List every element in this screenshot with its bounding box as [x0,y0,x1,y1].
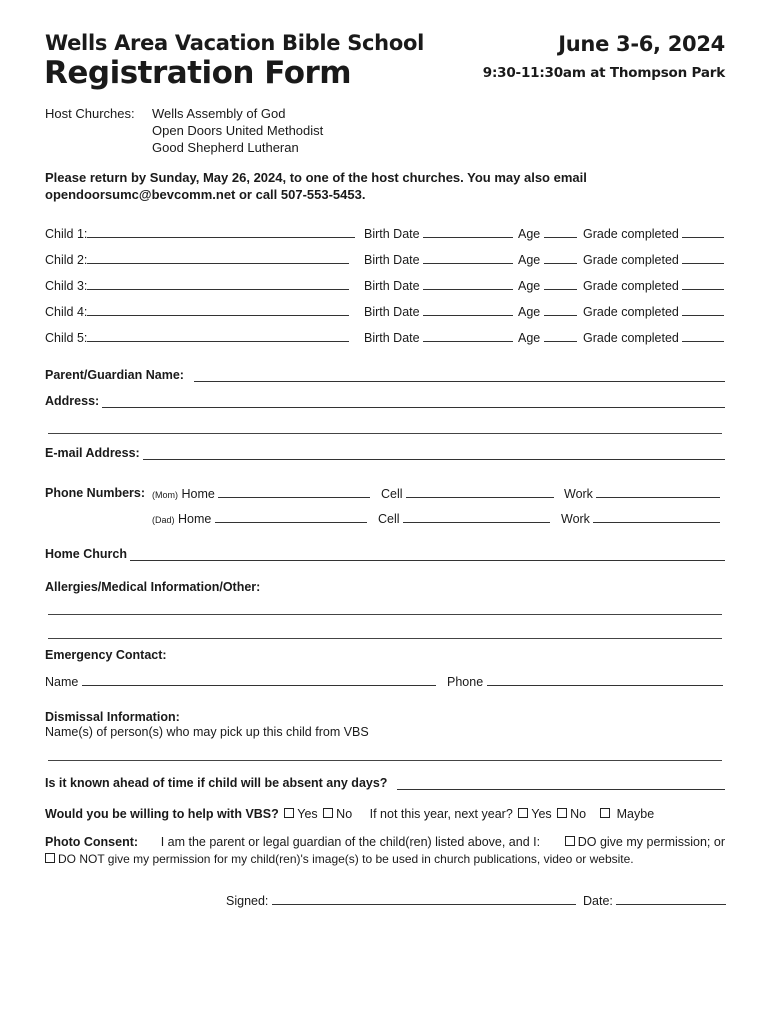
parent-name-field[interactable] [194,370,725,382]
child-row [45,278,349,293]
dad-work-label: Work [561,512,590,526]
grade-field[interactable] [682,252,724,264]
absent-question: Is it known ahead of time if child will be absent any days? [45,776,388,790]
school-name: Wells Area Vacation Bible School [45,31,424,55]
next-year-no-checkbox[interactable] [557,808,567,818]
dad-phone-row [152,511,367,526]
help-question: Would you be willing to help with VBS? [45,807,279,821]
help-yes-label: Yes [297,807,318,821]
signed-label: Signed: [226,894,269,908]
absent-row [45,776,725,790]
child-row [45,304,349,319]
age-field[interactable] [544,252,577,264]
emergency-name-field[interactable] [82,674,436,686]
photo-do-checkbox[interactable] [565,836,575,846]
birth-date-label: Birth Date [364,279,420,293]
signature-field[interactable] [272,893,576,905]
host-church-1: Wells Assembly of God [152,106,286,121]
dad-cell-row [378,511,550,526]
next-year-maybe-checkbox[interactable] [600,808,610,818]
dad-cell-field[interactable] [403,511,550,523]
event-dates: June 3-6, 2024 [558,32,725,56]
emergency-name-label: Name [45,675,79,689]
address-field[interactable] [102,396,725,408]
child-row [45,226,355,241]
mom-work-field[interactable] [596,486,720,498]
child-age-group [518,330,577,345]
grade-field[interactable] [682,278,724,290]
mom-label: (Mom) [152,490,178,500]
host-church-2: Open Doors United Methodist [152,123,324,138]
dismissal-label: Dismissal Information: [45,710,180,724]
grade-field[interactable] [682,304,724,316]
next-year-maybe-label: Maybe [616,807,655,821]
grade-field[interactable] [682,330,724,342]
emergency-name-row [45,674,436,689]
host-churches-label: Host Churches: [45,106,135,121]
child-label: Child 1: [45,227,88,241]
child-row [45,330,349,345]
address-label: Address: [45,394,100,408]
child-grade-group [583,252,724,267]
age-label: Age [518,227,541,241]
child-age-group [518,226,577,241]
next-year-question: If not this year, next year? [369,807,513,821]
child-grade-group [583,278,724,293]
parent-name-label: Parent/Guardian Name: [45,368,184,382]
child-label: Child 2: [45,253,88,267]
address-field-line-2[interactable] [48,433,722,434]
help-yes-checkbox[interactable] [284,808,294,818]
next-year-yes-label: Yes [531,807,552,821]
grade-label: Grade completed [583,227,679,241]
mom-work-label: Work [564,487,593,501]
grade-label: Grade completed [583,279,679,293]
child-birth-date-group [364,304,513,319]
birth-date-label: Birth Date [364,253,420,267]
age-field[interactable] [544,278,577,290]
mom-home-label: Home [181,487,215,501]
dad-work-row [561,511,720,526]
emergency-phone-row [447,674,723,689]
photo-consent-text-1: I am the parent or legal guardian of the child(ren) listed above, and I: [160,835,541,849]
birth-date-field[interactable] [423,304,513,316]
allergies-label: Allergies/Medical Information/Other: [45,580,261,594]
emergency-phone-field[interactable] [487,674,723,686]
home-church-row [45,547,725,561]
phone-numbers-label: Phone Numbers: [45,486,146,500]
birth-date-field[interactable] [423,226,513,238]
photo-consent-line-2 [45,852,634,866]
child-birth-date-group [364,330,513,345]
age-field[interactable] [544,226,577,238]
child-label: Child 5: [45,331,88,345]
email-row [45,446,725,460]
dismissal-instructions: Name(s) of person(s) who may pick up this child from VBS [45,725,369,739]
child-birth-date-group [364,278,513,293]
mom-cell-field[interactable] [406,486,554,498]
age-field[interactable] [544,304,577,316]
home-church-label: Home Church [45,547,127,561]
child-grade-group [583,304,724,319]
help-no-checkbox[interactable] [323,808,333,818]
age-label: Age [518,331,541,345]
photo-do-not-checkbox[interactable] [45,853,55,863]
birth-date-label: Birth Date [364,331,420,345]
instructions-line-1: Please return by Sunday, May 26, 2024, to one of the host churches. You may also email [45,170,587,185]
parent-name-row [45,368,725,382]
mom-work-row [564,486,720,501]
dad-cell-label: Cell [378,512,400,526]
photo-do-not-label: DO NOT give my permission for my child(ren)'s image(s) to be used in church publications, video or website. [58,852,634,866]
home-church-field[interactable] [130,549,725,561]
mom-phone-row [152,486,370,501]
child-name-field[interactable] [87,304,349,316]
child-age-group [518,252,577,267]
mom-home-field[interactable] [218,486,370,498]
birth-date-label: Birth Date [364,227,420,241]
help-no-label: No [336,807,353,821]
dismissal-field[interactable] [48,760,722,761]
absent-field[interactable] [397,778,725,790]
event-time-location: 9:30-11:30am at Thompson Park [482,65,725,81]
child-row [45,252,349,267]
child-age-group [518,304,577,319]
mom-cell-label: Cell [381,487,403,501]
instructions-line-2: opendoorsumc@bevcomm.net or call 507-553-5453. [45,187,366,202]
allergies-field-line-1[interactable] [48,614,722,615]
grade-label: Grade completed [583,305,679,319]
birth-date-label: Birth Date [364,305,420,319]
date-field[interactable] [616,893,726,905]
dad-home-label: Home [178,512,212,526]
grade-field[interactable] [682,226,724,238]
form-title: Registration Form [44,55,352,91]
address-row [45,394,725,408]
dad-home-field[interactable] [215,511,367,523]
age-label: Age [518,253,541,267]
dad-label: (Dad) [152,515,175,525]
emergency-contact-label: Emergency Contact: [45,648,167,662]
child-name-field[interactable] [87,252,349,264]
date-row [583,893,726,908]
child-label: Child 4: [45,305,88,319]
help-row [45,807,654,821]
allergies-field-line-2[interactable] [48,638,722,639]
child-age-group [518,278,577,293]
date-label: Date: [583,894,613,908]
birth-date-field[interactable] [423,278,513,290]
dad-work-field[interactable] [593,511,720,523]
photo-consent-label: Photo Consent: [45,835,139,849]
child-birth-date-group [364,252,513,267]
mom-cell-row [381,486,554,501]
child-name-field[interactable] [87,226,355,238]
signature-row [226,893,576,908]
child-name-field[interactable] [87,278,349,290]
age-label: Age [518,305,541,319]
age-field[interactable] [544,330,577,342]
age-label: Age [518,279,541,293]
photo-consent-line-1 [45,835,725,849]
photo-do-label: DO give my permission; or [577,835,725,849]
child-grade-group [583,226,724,241]
email-field[interactable] [143,448,725,460]
host-church-3: Good Shepherd Lutheran [152,140,299,155]
birth-date-field[interactable] [423,330,513,342]
next-year-yes-checkbox[interactable] [518,808,528,818]
emergency-phone-label: Phone [447,675,484,689]
child-birth-date-group [364,226,513,241]
child-grade-group [583,330,724,345]
child-label: Child 3: [45,279,88,293]
grade-label: Grade completed [583,331,679,345]
grade-label: Grade completed [583,253,679,267]
next-year-no-label: No [570,807,587,821]
child-name-field[interactable] [87,330,349,342]
email-label: E-mail Address: [45,446,140,460]
birth-date-field[interactable] [423,252,513,264]
